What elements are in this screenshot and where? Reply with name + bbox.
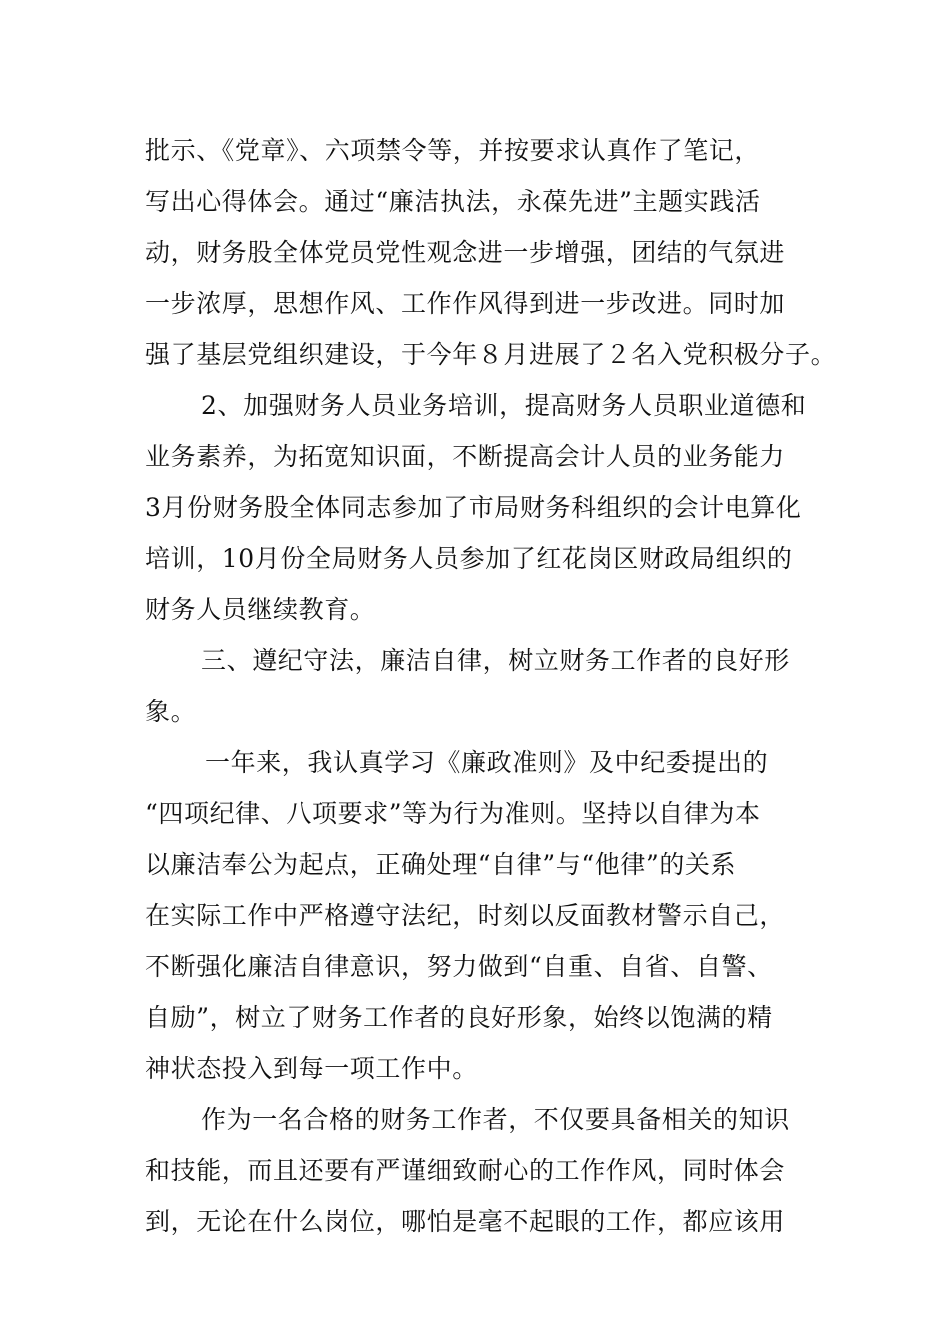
text-line: 培训，10月份全局财务人员参加了红花岗区财政局组织的 — [145, 544, 793, 573]
text-line: “四项纪律、八项要求”等为行为准则。坚持以自律为本 — [145, 799, 761, 828]
text-line: 不断强化廉洁自律意识，努力做到“自重、自省、自警、 — [145, 952, 773, 981]
paragraph-start-line: 2、加强财务人员业务培训，提高财务人员职业道德和 — [201, 391, 807, 420]
text-line: 一步浓厚，思想作风、工作作风得到进一步改进。同时加 — [145, 289, 786, 318]
text-line: 和技能，而且还要有严谨细致耐心的工作作风，同时体会 — [145, 1156, 786, 1185]
text-line: 批示、《党章》、六项禁令等，并按要求认真作了笔记， — [145, 136, 761, 165]
text-line: 神状态投入到每一项工作中。 — [145, 1054, 478, 1083]
text-line: 到，无论在什么岗位，哪怕是毫不起眼的工作，都应该用 — [145, 1207, 786, 1236]
document-body — [145, 125, 837, 1247]
text-line: 强了基层党组织建设，于今年８月进展了２名入党积极分子。 — [145, 340, 837, 369]
text-line: 自励”，树立了财务工作者的良好形象，始终以饱满的精 — [145, 1003, 773, 1032]
section-heading-line: 象。 — [145, 697, 197, 726]
text-line: 在实际工作中严格遵守法纪，时刻以反面教材警示自己， — [145, 901, 786, 930]
paragraph-start-line: 作为一名合格的财务工作者，不仅要具备相关的知识 — [201, 1105, 790, 1134]
text-line: 业务素养，为拓宽知识面，不断提高会计人员的业务能力 — [145, 442, 786, 471]
text-line: 3月份财务股全体同志参加了市局财务科组织的会计电算化 — [145, 493, 802, 522]
text-line: 写出心得体会。通过“廉洁执法，永葆先进”主题实践活 — [145, 187, 761, 216]
text-line: 以廉洁奉公为起点，正确处理“自律”与“他律”的关系 — [145, 850, 737, 879]
text-line: 动，财务股全体党员党性观念进一步增强，团结的气氛进 — [145, 238, 786, 267]
paragraph-start-line: 一年来，我认真学习《廉政准则》及中纪委提出的 — [205, 748, 769, 777]
text-line: 财务人员继续教育。 — [145, 595, 376, 624]
section-heading-line: 三、遵纪守法，廉洁自律，树立财务工作者的良好形 — [201, 646, 790, 675]
